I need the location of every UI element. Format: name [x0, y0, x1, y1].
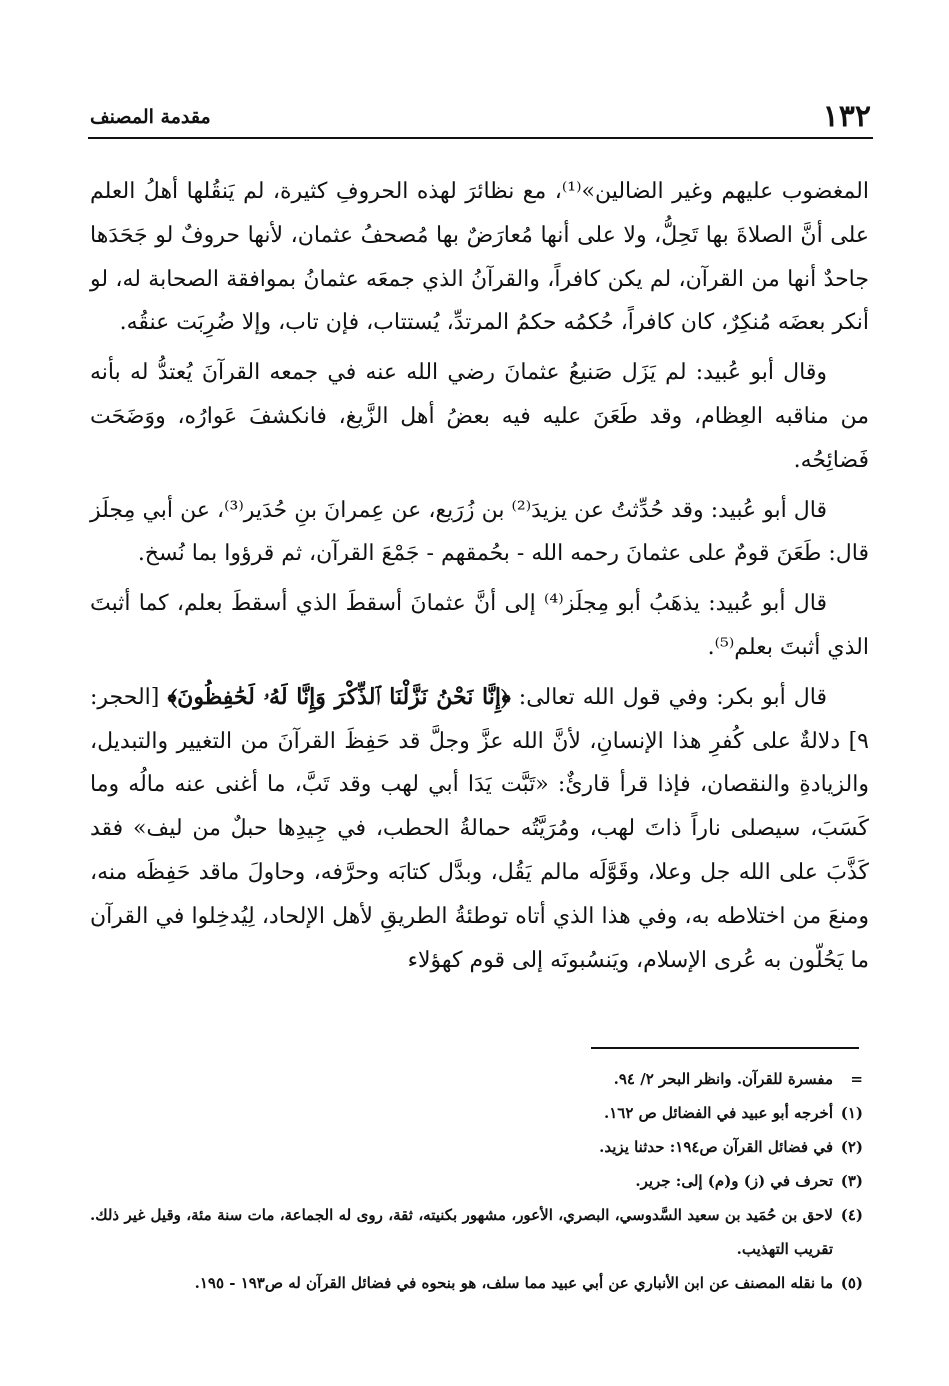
- footnote-rule: [591, 1047, 859, 1049]
- footnote: [90, 1198, 863, 1266]
- paragraph: وقال أبو عُبيد: لم يَزَل صَنيعُ عثمانَ رضي الله عنه في جمعه القرآنَ يُعتدُّ له بأنه من مناقبه العِظام، وقد طَعَنَ عليه فيه بعضُ أهل الزَّيغ، فانكشفَ عَوارُه، ووَضَحَت فَضائِحُه.: [90, 360, 869, 473]
- footnote-text: في فضائل القرآن ص١٩٤: حدثنا يزيد.: [599, 1138, 833, 1156]
- verse-reference: [الحجر: ٩]: [90, 684, 869, 754]
- footnote-marker: (٣): [840, 1172, 863, 1190]
- paragraph: المغضوب عليهم وغير الضالين»⁽¹⁾، مع نظائرَ لهذه الحروفِ كثيرة، لم يَنقُلها أهلُ العلم على أنَّ الصلاةَ بها تَحِلُّ، ولا على أنها مُعارَضٌ بها مُصحفُ عثمان، لأنها حروفٌ لو جَحَدَها جاحدٌ أنها من القرآن، لم يكن كافراً، والقرآنُ الذي جمعَه عثمانُ بموافقة الصحابة له، لو أنكر بعضَه مُنكِرٌ، كان كافراً، حُكمُه حكمُ المرتدِّ، يُستتاب، فإن تاب، وإلا ضُرِبَت عنقُه.: [90, 179, 869, 336]
- paragraph: قال أبو عُبيد: وقد حُدِّثتُ عن يزيدَ⁽²⁾ بن زُرَيع، عن عِمرانَ بنِ حُدَير⁽³⁾، عن أبي مِجلَز قال: طَعَنَ قومٌ على عثمانَ رحمه الله - بحُمقهم - جَمْعَ القرآن، ثم قرؤوا بما نُسخ.: [90, 497, 869, 567]
- footnote: [90, 1096, 863, 1130]
- footnote: [90, 1164, 863, 1198]
- paragraph: [90, 676, 869, 983]
- footnote-text: لاحق بن حُمَيد بن سعيد السَّدوسي، البصري، الأعور، مشهور بكنيته، ثقة، روى له الجماعة، مات سنة مئة، وقيل غير ذلك. تقريب التهذيب.: [90, 1206, 833, 1258]
- footnotes: [90, 1062, 863, 1300]
- paragraph-continuation: دلالةٌ على كُفرِ هذا الإنسانِ، لأنَّ الله عزَّ وجلَّ قد حَفِظَ القرآنَ من التغيير والتبديل، والزيادةِ والنقصان، فإذا قرأ قارئٌ: «تَبَّت يَدَا أبي لهب وقد تَبَّ، ما أغنى عنه مالُه وما كَسَبَ، سيصلى ناراً ذاتَ لهب، ومُرَيَّتُه حمالةُ الحطب، في جِيدِها حبلٌ من ليف» فقد كَذَّبَ على الله جل وعلا، وقَوَّلَه مالم يَقُل، وبدَّل كتابَه وحرَّفه، وحاولَ ماقد حَفِظَه منه، ومنعَ من اختلاطه به، وفي هذا الذي أتاه توطئةُ الطريقِ لأهل الإلحاد، لِيُدخِلوا في القرآن ما يَحُلّون به عُرى الإسلام، ويَنسُبونَه إلى قوم كهؤلاء: [90, 728, 869, 973]
- paragraph-intro: قال أبو بكر: وفي قول الله تعالى:: [510, 684, 827, 710]
- footnote-marker: (٥): [840, 1274, 863, 1292]
- footnote: [90, 1266, 863, 1300]
- footnote-marker: =: [850, 1070, 863, 1088]
- footnote-marker: (٢): [840, 1138, 863, 1156]
- footnote-marker: (٤): [840, 1206, 863, 1224]
- paragraph: قال أبو عُبيد: يذهَبُ أبو مِجلَز⁽⁴⁾ إلى أنَّ عثمانَ أسقطَ الذي أسقطَ بعلم، كما أثبتَ الذي أثبتَ بعلم⁽⁵⁾.: [90, 591, 869, 660]
- quran-verse: ﴿إِنَّا نَحْنُ نَزَّلْنَا ٱلذِّكْرَ وَإِنَّا لَهُۥ لَحَٰفِظُونَ﴾: [167, 683, 511, 710]
- footnote-text: تحرف في (ز) و(م) إلى: جرير.: [635, 1172, 833, 1190]
- main-text: [90, 170, 869, 988]
- footnote-text: ما نقله المصنف عن ابن الأنباري عن أبي عبيد مما سلف، هو بنحوه في فضائل القرآن له ص١٩٣ - ١٩٥.: [194, 1274, 833, 1292]
- footnote-text: مفسرة للقرآن. وانظر البحر ٢/ ٩٤.: [613, 1070, 833, 1088]
- footnote-marker: (١): [840, 1104, 863, 1122]
- footnote: [90, 1062, 863, 1096]
- footnote-text: أخرجه أبو عبيد في الفضائل ص ١٦٢.: [604, 1104, 833, 1122]
- page-number: ١٣٢: [822, 99, 871, 134]
- header-rule: [88, 137, 873, 139]
- page-header: [90, 94, 871, 134]
- running-title: مقدمة المصنف: [90, 106, 211, 128]
- footnote: [90, 1130, 863, 1164]
